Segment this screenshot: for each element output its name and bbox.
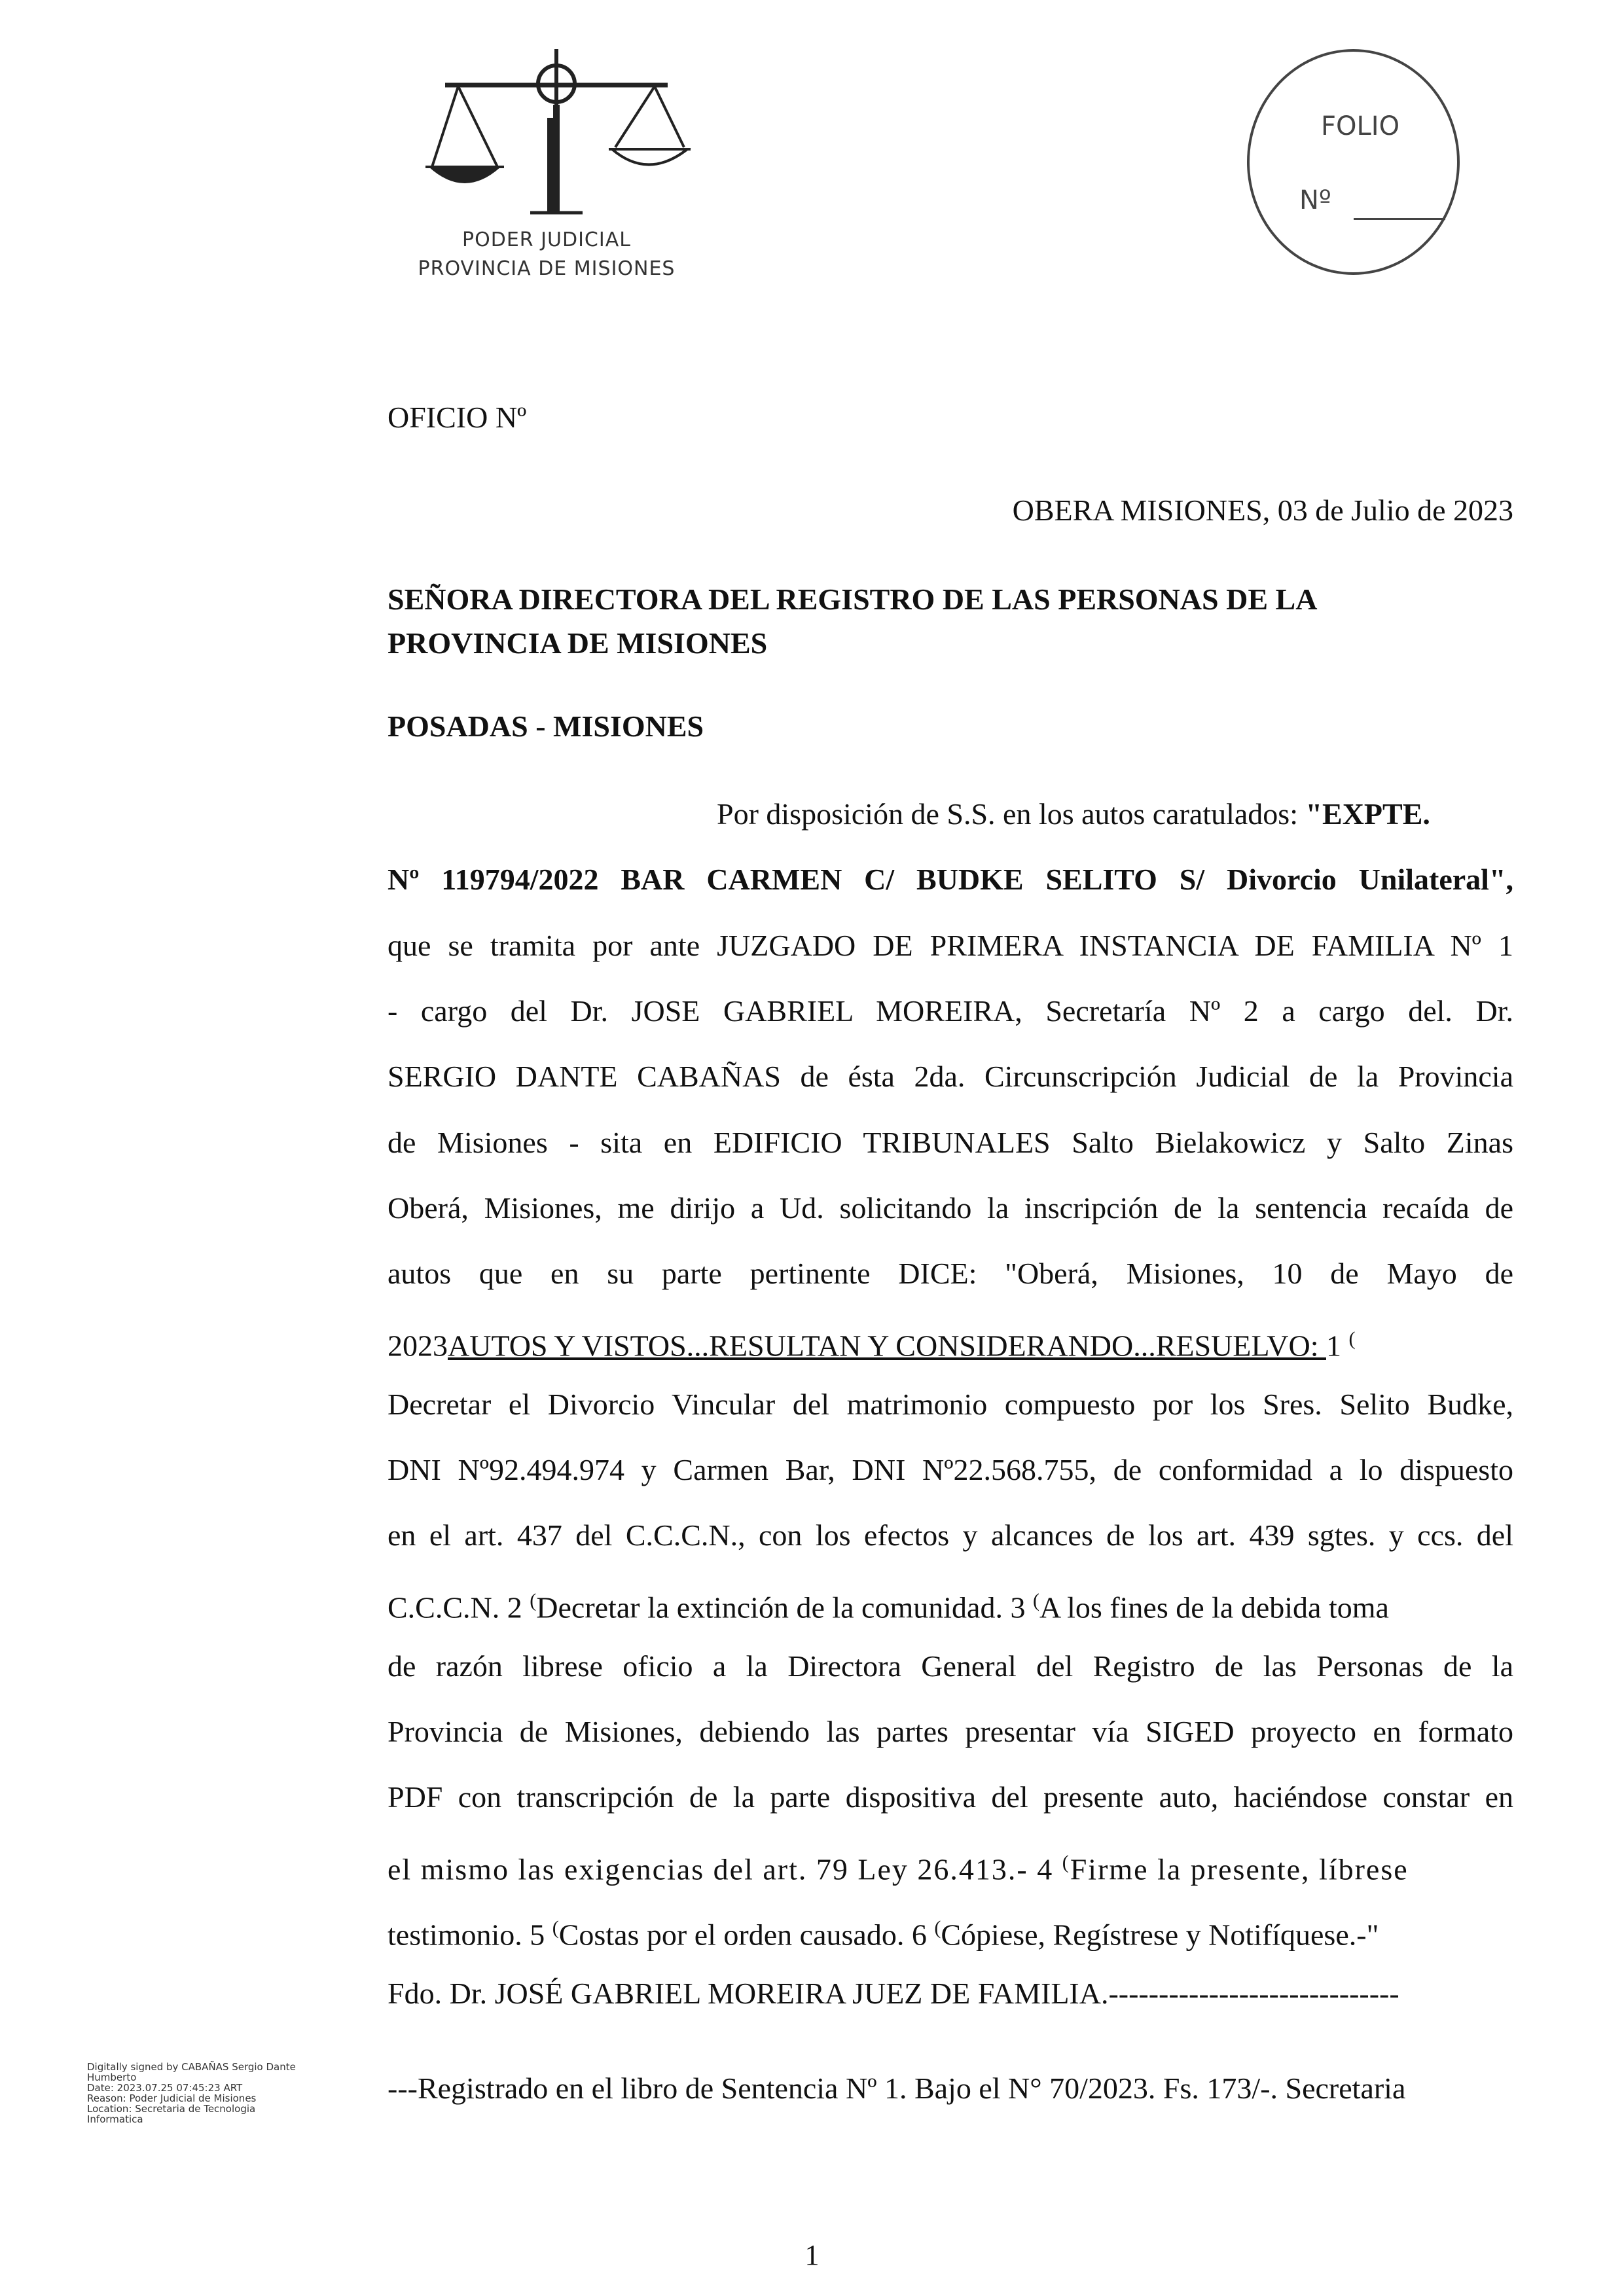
line17-part1: el mismo las exigencias del art. 79 Ley 26.413.- 4 xyxy=(388,1852,1062,1886)
point-5-mark: ( xyxy=(552,1917,559,1939)
place-date: OBERA MISIONES, 03 de Julio de 2023 xyxy=(1012,493,1513,527)
line18-part3: Cópiese, Regístrese y Notifíquese.-" xyxy=(941,1918,1379,1952)
registration-line: ---Registrado en el libro de Sentencia Nº 1. Bajo el N° 70/2023. Fs. 173/-. Secretaria xyxy=(388,2072,1406,2105)
signature-line2: Humberto xyxy=(87,2072,137,2083)
line18-part1: testimonio. 5 xyxy=(388,1918,552,1952)
body-line-11: DNI Nº92.494.974 y Carmen Bar, DNI Nº22.568.755, de conformidad a lo dispuesto xyxy=(388,1453,1513,1486)
body-line-3: que se tramita por ante JUZGADO DE PRIMERA INSTANCIA DE FAMILIA Nº 1 xyxy=(388,929,1513,962)
line13-part1: C.C.C.N. 2 xyxy=(388,1590,530,1624)
digital-signature-block xyxy=(87,2062,303,2125)
body-line-13 xyxy=(388,1583,1389,1626)
body-line-15: Provincia de Misiones, debiendo las partes presentar vía SIGED proyecto en formato xyxy=(388,1715,1513,1748)
point-1: 1 xyxy=(1326,1329,1341,1363)
body-line-6: de Misiones - sita en EDIFICIO TRIBUNALES Salto Bielakowicz y Salto Zinas xyxy=(388,1126,1513,1159)
oficio-number: OFICIO Nº xyxy=(388,401,527,434)
body-line-18 xyxy=(388,1910,1379,1953)
city-line: POSADAS - MISIONES xyxy=(388,709,704,743)
body-line-2: Nº 119794/2022 BAR CARMEN C/ BUDKE SELITO S/ Divorcio Unilateral", xyxy=(388,863,1513,896)
resolution-underlined: AUTOS Y VISTOS...RESULTAN Y CONSIDERANDO...RESUELVO: xyxy=(448,1329,1326,1363)
line18-part2: Costas por el orden causado. 6 xyxy=(558,1918,935,1952)
logo-caption-line2: PROVINCIA DE MISIONES xyxy=(418,257,676,280)
body-line-19: Fdo. Dr. JOSÉ GABRIEL MOREIRA JUEZ DE FAMILIA.----------------------------- xyxy=(388,1977,1399,2010)
logo-caption xyxy=(393,226,700,283)
signature-line1: Digitally signed by CABAÑAS Sergio Dante xyxy=(87,2061,296,2073)
folio-label: FOLIO xyxy=(1321,111,1400,141)
point-6-mark: ( xyxy=(934,1917,941,1939)
body-line-14: de razón librese oficio a la Directora General del Registro de las Personas de la xyxy=(388,1649,1513,1683)
point-4-mark: ( xyxy=(1062,1852,1070,1873)
body-line-8: autos que en su parte pertinente DICE: "Oberá, Misiones, 10 de Mayo de xyxy=(388,1257,1513,1290)
point-1-mark: ( xyxy=(1348,1328,1356,1350)
folio-stamp xyxy=(1247,49,1460,275)
line13-part2: Decretar la extinción de la comunidad. 3 xyxy=(536,1590,1033,1624)
intro-text: Por disposición de S.S. en los autos caratulados: xyxy=(717,797,1306,831)
body-line-4: - cargo del Dr. JOSE GABRIEL MOREIRA, Secretaría Nº 2 a cargo del. Dr. xyxy=(388,994,1513,1028)
signature-date: Date: 2023.07.25 07:45:23 ART xyxy=(87,2082,243,2094)
line17-part2: Firme la presente, líbrese xyxy=(1070,1852,1409,1886)
addressee-line1: SEÑORA DIRECTORA DEL REGISTRO DE LAS PERSONAS DE LA xyxy=(388,583,1318,616)
folio-number-blank xyxy=(1354,218,1445,220)
body-line-7: Oberá, Misiones, me dirijo a Ud. solicitando la inscripción de la sentencia recaída de xyxy=(388,1191,1513,1225)
body-line-10: Decretar el Divorcio Vincular del matrimonio compuesto por los Sres. Selito Budke, xyxy=(388,1388,1513,1421)
expte-label: "EXPTE. xyxy=(1305,797,1430,831)
body-line-16: PDF con transcripción de la parte dispositiva del presente auto, haciéndose constar en xyxy=(388,1780,1513,1814)
page-number: 1 xyxy=(804,2239,820,2271)
body-line-17 xyxy=(388,1844,1409,1888)
body-intro-line xyxy=(717,796,1430,833)
point-3-mark: ( xyxy=(1032,1590,1039,1611)
year-text: 2023 xyxy=(388,1329,448,1363)
folio-number-label: Nº xyxy=(1299,185,1331,215)
addressee-line2: PROVINCIA DE MISIONES xyxy=(388,626,768,660)
signature-location: Location: Secretaria de Tecnologia xyxy=(87,2103,256,2115)
signature-reason: Reason: Poder Judicial de Misiones xyxy=(87,2092,257,2104)
body-line-12: en el art. 437 del C.C.C.N., con los efectos y alcances de los art. 439 sgtes. y ccs. del xyxy=(388,1518,1513,1552)
point-2-mark: ( xyxy=(530,1590,537,1611)
line13-part3: A los fines de la debida toma xyxy=(1039,1590,1389,1624)
body-line-9 xyxy=(388,1321,1355,1364)
body-line-5: SERGIO DANTE CABAÑAS de ésta 2da. Circunscripción Judicial de la Provincia xyxy=(388,1060,1513,1093)
logo-caption-line1: PODER JUDICIAL xyxy=(462,228,631,251)
signature-location-cont: Informatica xyxy=(87,2113,143,2125)
